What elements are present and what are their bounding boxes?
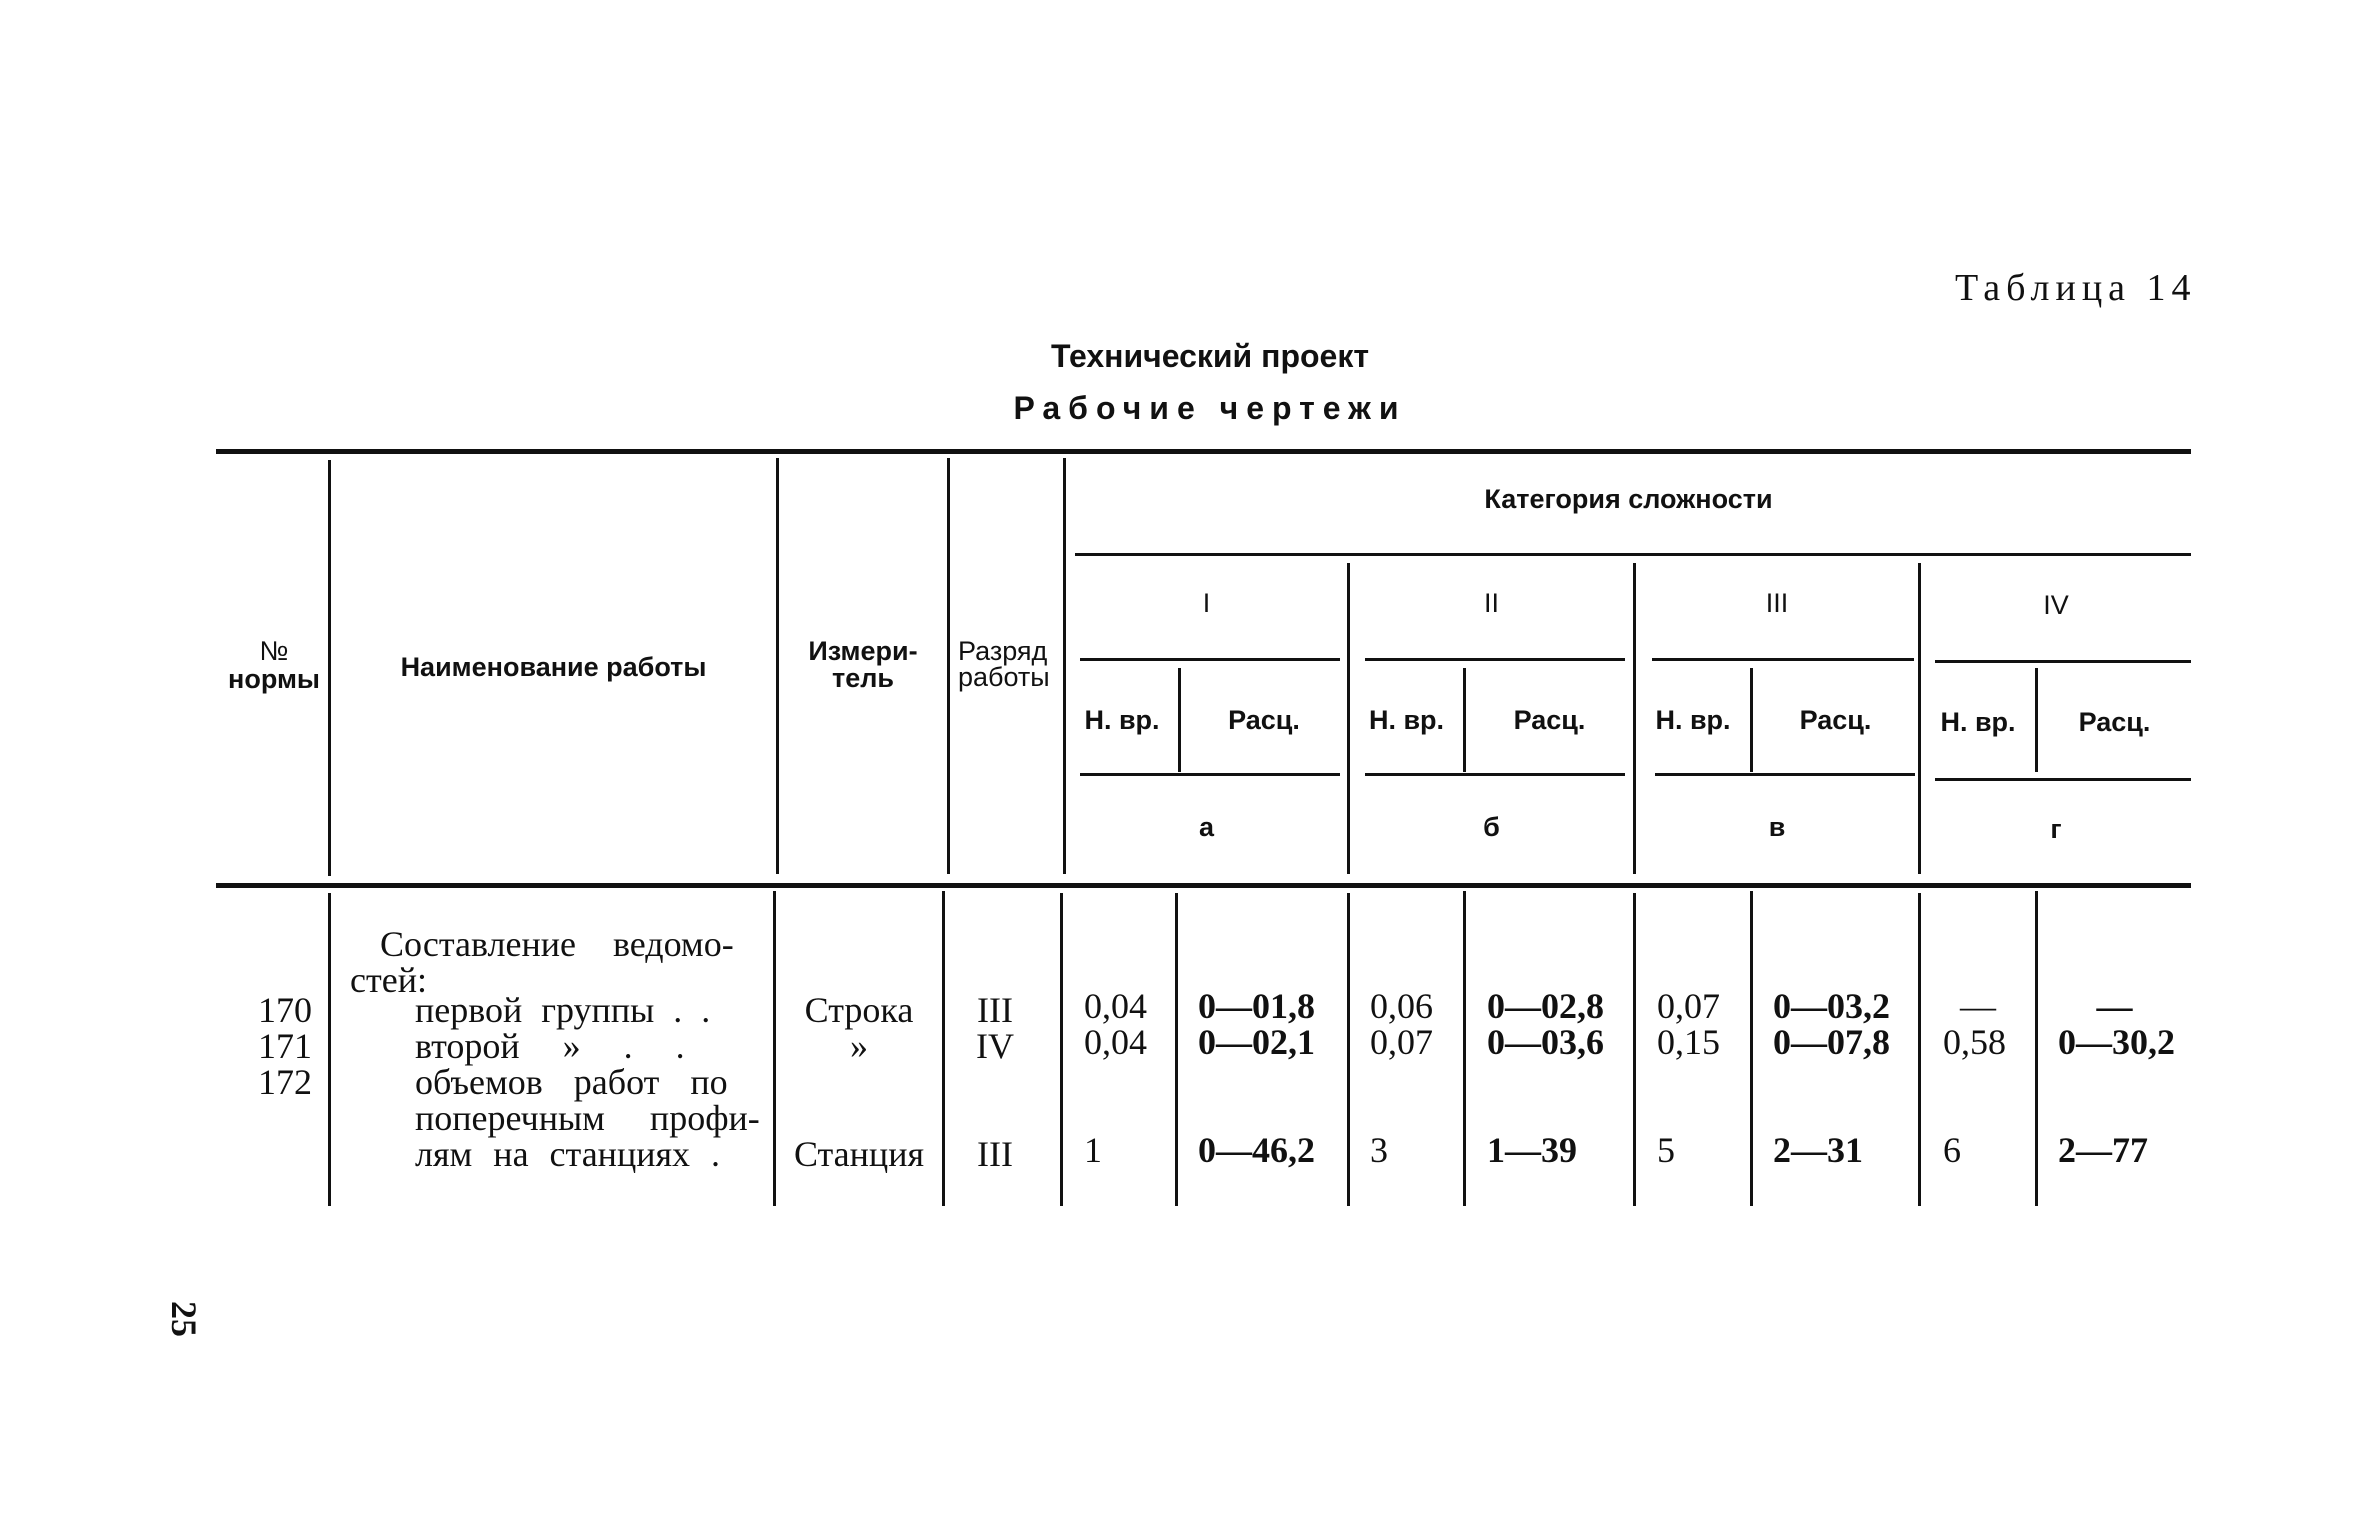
header-work-name: Наименование работы <box>400 652 707 682</box>
numeral-rule-4 <box>1935 660 2191 663</box>
row-170-time-b: 0,06 <box>1370 986 1433 1026</box>
header-rate-4: Расц. <box>2078 707 2151 737</box>
row-171-rate-c: 0—07,8 <box>1773 1022 1890 1062</box>
row-171-unit: » <box>850 1026 868 1066</box>
header-norm-no-1: № <box>259 636 289 666</box>
header-bottom-rule <box>216 883 2191 888</box>
header-unit-1: Измери- <box>808 636 918 666</box>
header-col-letter-g: г <box>2050 814 2062 844</box>
row-171-time-c: 0,15 <box>1657 1022 1720 1062</box>
row-170-time-d: — <box>1960 986 1996 1026</box>
row-170-norm: 170 <box>258 990 312 1030</box>
header-time-4: Н. вр. <box>1940 707 2016 737</box>
row-171-rate-a: 0—02,1 <box>1198 1022 1315 1062</box>
row-172-time-b: 3 <box>1370 1130 1388 1170</box>
numeral-rule-3 <box>1652 658 1914 661</box>
row-172-name-line-3: лям на станциях . <box>415 1134 721 1174</box>
title-working-drawings: Рабочие чертежи <box>1013 390 1407 426</box>
table-label: Таблица 14 <box>1955 267 2197 309</box>
header-unit-2: тель <box>832 663 894 693</box>
row-172-rate-b: 1—39 <box>1487 1130 1577 1170</box>
header-col-letter-a: а <box>1198 812 1215 842</box>
row-172-rate-d: 2—77 <box>2058 1130 2148 1170</box>
body-divider-6 <box>1347 893 1350 1206</box>
header-time-2: Н. вр. <box>1368 705 1445 735</box>
row-172-time-d: 6 <box>1943 1130 1961 1170</box>
body-divider-7 <box>1463 891 1466 1206</box>
row-170-rate-b: 0—02,8 <box>1487 986 1604 1026</box>
row-171-time-d: 0,58 <box>1943 1022 2006 1062</box>
row-171-time-b: 0,07 <box>1370 1022 1433 1062</box>
header-cat-numeral-2: II <box>1483 588 1499 618</box>
body-divider-9 <box>1750 891 1753 1206</box>
numeral-rule-2 <box>1365 658 1625 661</box>
row-171-norm: 171 <box>258 1026 312 1066</box>
row-172-name-line-1: объемов работ по <box>415 1062 728 1102</box>
row-170-time-c: 0,07 <box>1657 986 1720 1026</box>
row-172-name-line-2: поперечным профи- <box>415 1098 760 1138</box>
group-title-line-1: Составление ведомо- <box>380 924 734 964</box>
row-170-name: первой группы . . <box>415 990 711 1030</box>
row-170-grade: III <box>977 990 1013 1030</box>
header-grade-1: Разряд <box>958 636 1048 666</box>
body-divider-8 <box>1633 893 1636 1206</box>
row-172-rate-c: 2—31 <box>1773 1130 1863 1170</box>
header-rate-1: Расц. <box>1228 705 1300 735</box>
body-divider-4 <box>1060 893 1063 1206</box>
row-171-grade: IV <box>976 1026 1014 1066</box>
header-category: Категория сложности <box>1484 484 1773 514</box>
page-number: 25 <box>164 1301 204 1337</box>
header-time-1: Н. вр. <box>1084 705 1160 735</box>
row-171-rate-d: 0—30,2 <box>2058 1022 2175 1062</box>
row-171-rate-b: 0—03,6 <box>1487 1022 1604 1062</box>
row-171-name: второй » . . <box>415 1026 685 1066</box>
row-170-rate-c: 0—03,2 <box>1773 986 1890 1026</box>
header-cat-numeral-1: I <box>1202 588 1211 618</box>
header-rate-2: Расц. <box>1513 705 1586 735</box>
row-172-time-c: 5 <box>1657 1130 1675 1170</box>
sub-rule-3 <box>1655 773 1915 776</box>
category-rule <box>1075 553 2191 556</box>
body-divider-10 <box>1918 893 1921 1206</box>
row-170-time-a: 0,04 <box>1084 986 1147 1026</box>
sub-rule-1 <box>1080 773 1340 776</box>
row-172-time-a: 1 <box>1084 1130 1102 1170</box>
header-col-letter-v: в <box>1768 812 1786 842</box>
header-col-letter-b: б <box>1483 812 1500 842</box>
row-171-time-a: 0,04 <box>1084 1022 1147 1062</box>
header-grade-2: работы <box>958 662 1050 692</box>
sub-rule-2 <box>1365 773 1625 776</box>
row-172-rate-a: 0—46,2 <box>1198 1130 1315 1170</box>
header-cat-numeral-4: IV <box>2043 590 2069 620</box>
body-divider-5 <box>1175 893 1178 1206</box>
row-172-norm: 172 <box>258 1062 312 1102</box>
row-172-grade: III <box>977 1134 1013 1174</box>
group-title-line-2: стей: <box>350 960 427 1000</box>
row-170-rate-d: — <box>2096 986 2133 1026</box>
header-norm-no-2: нормы <box>228 664 320 694</box>
header-cat-numeral-3: III <box>1765 588 1789 618</box>
table-top-rule <box>216 449 2191 454</box>
header-divider-3 <box>947 458 950 874</box>
row-170-unit: Строка <box>804 990 914 1030</box>
row-170-rate-a: 0—01,8 <box>1198 986 1315 1026</box>
body-divider-1 <box>328 893 331 1206</box>
title-technical-project: Технический проект <box>1050 338 1370 374</box>
header-rate-3: Расц. <box>1799 705 1872 735</box>
header-time-3: Н. вр. <box>1655 705 1731 735</box>
row-172-unit: Станция <box>793 1134 925 1174</box>
sub-rule-4 <box>1935 778 2191 781</box>
body-divider-11 <box>2035 891 2038 1206</box>
numeral-rule-1 <box>1080 658 1340 661</box>
